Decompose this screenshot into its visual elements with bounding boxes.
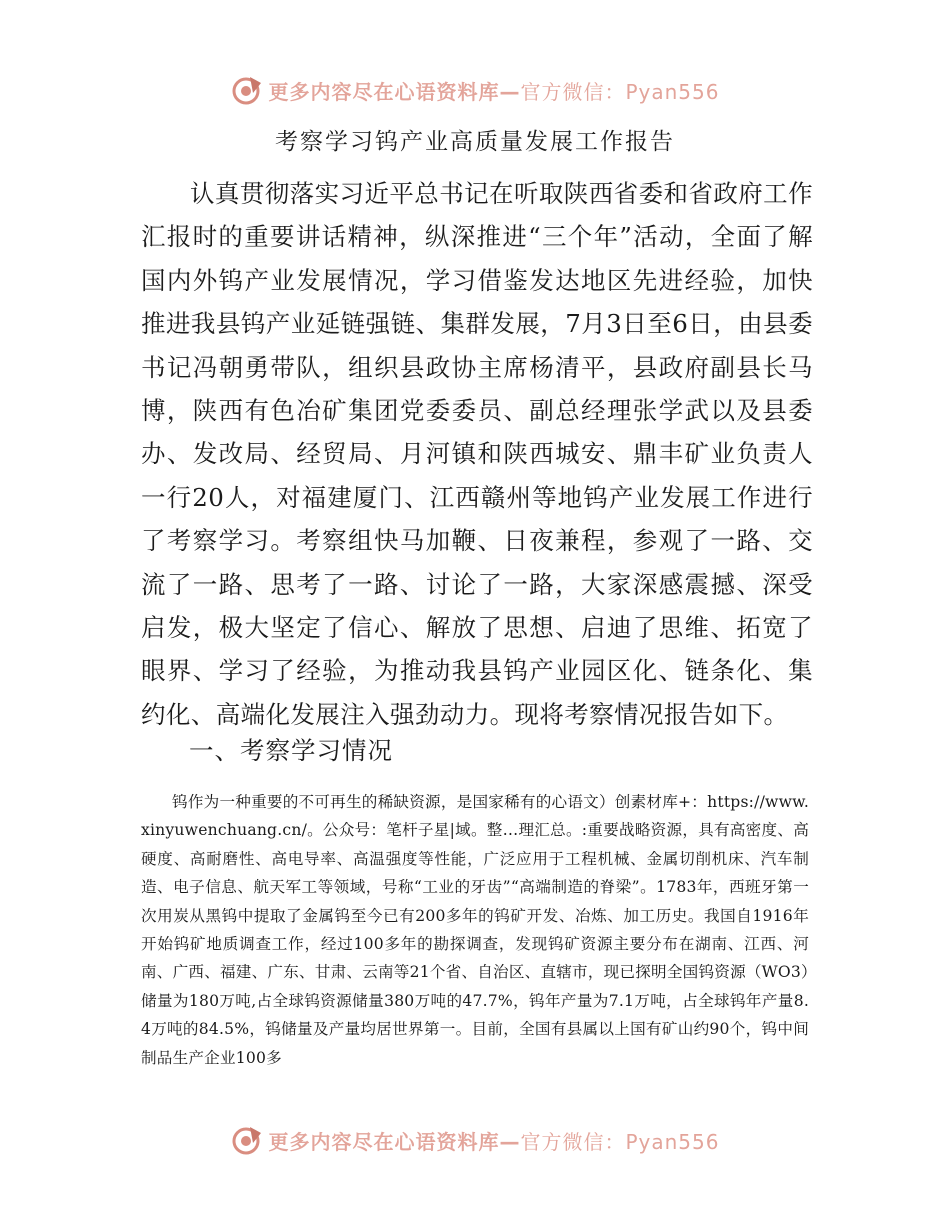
section-heading: 一、考察学习情况: [189, 736, 393, 765]
pen-circle-logo-icon: [230, 1123, 264, 1157]
banner-slogan: 更多内容尽在心语资料库—: [268, 79, 521, 104]
header-banner: [0, 70, 950, 110]
document-title: 考察学习钨产业高质量发展工作报告: [275, 129, 675, 155]
banner-wechat: 官方微信：Pyan556: [520, 1129, 720, 1154]
banner-wechat: 官方微信：Pyan556: [520, 79, 720, 104]
pen-circle-logo-icon: [230, 73, 264, 107]
banner-text: [268, 76, 719, 105]
banner-slogan: 更多内容尽在心语资料库—: [268, 1129, 521, 1154]
section-body-paragraph: 钨作为一种重要的不可再生的稀缺资源，是国家稀有的心语文）创素材库+：https://www.xinyuwenchuang.cn/。公众号：笔杆子星|域。整…理汇总。:重要战略资源，具有高密度、高硬度、高耐磨性、高电导率、高温强度等性能，广泛应用于工程机械、金属切削机床、汽车制造、电子信息、航天军工等领域，号称“工业的牙齿”“高端制造的脊梁”。1783年，西班牙第一次用炭从黑钨中提取了金属钨至今已有200多年的钨矿开发、冶炼、加工历史。我国自1916年开始钨矿地质调查工作，经过100多年的勘探调查，发现钨矿资源主要分布在湖南、江西、河南、广西、福建、广东、甘肃、云南等21个省、自治区、直辖市，现已探明全国钨资源（WO3）储量为180万吨,占全球钨资源储量380万吨的47.7%，钨年产量为7.1万吨，占全球钨年产量8.4万吨的84.5%，钨储量及产量均居世界第一。目前，全国有县属以上国有矿山约90个，钨中间制品生产企业100多: [141, 793, 809, 1067]
intro-paragraph: 认真贯彻落实习近平总书记在听取陕西省委和省政府工作汇报时的重要讲话精神，纵深推进“三个年”活动，全面了解国内外钨产业发展情况，学习借鉴发达地区先进经验，加快推进我县钨产业延链强链、集群发展，7月3日至6日，由县委书记冯朝勇带队，组织县政协主席杨清平，县政府副县长马博，陕西有色冶矿集团党委委员、副总经理张学武以及县委办、发改局、经贸局、月河镇和陕西城安、鼎丰矿业负责人一行20人，对福建厦门、江西赣州等地钨产业发展工作进行了考察学习。考察组快马加鞭、日夜兼程，参观了一路、交流了一路、思考了一路、讨论了一路，大家深感震撼、深受启发，极大坚定了信心、解放了思想、启迪了思维、拓宽了眼界、学习了经验，为推动我县钨产业园区化、链条化、集约化、高端化发展注入强劲动力。现将考察情况报告如下。: [141, 179, 813, 729]
footer-banner: [0, 1120, 950, 1160]
banner-text: [268, 1126, 719, 1155]
